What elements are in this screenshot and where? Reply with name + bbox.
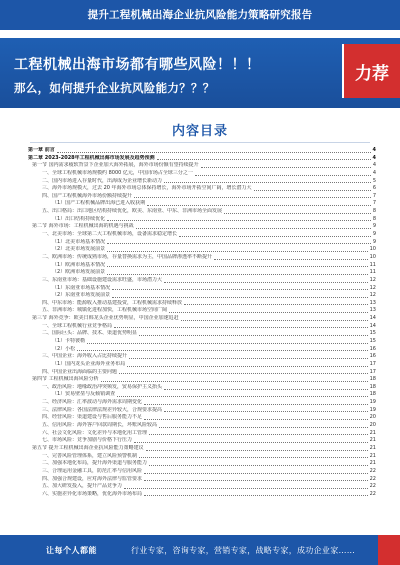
toc-entry-text: 一、政治风险：地缘政治冲突频发，贸易保护主义抬头 [42,383,163,390]
toc-entry-text: 五、信用风险：海外客户回款周期长，坏账风险较高 [42,422,158,429]
toc-entry-page: 17 [369,368,376,375]
toc-entry-page: 4 [372,147,376,153]
footer-accent [378,535,400,565]
toc-leader-dots [164,282,368,283]
toc-leader-dots [87,343,367,344]
toc-entry-text: 一、完善风险管理体系，建立风险预警机制 [42,452,138,459]
toc-leader-dots [112,297,367,298]
toc-entry-page: 19 [369,399,376,406]
toc-entry-page: 13 [369,307,376,314]
toc-leader-dots [107,243,371,244]
toc-leader-dots [149,465,368,466]
toc-entry-text: 二、国际巨头：品牌、技术、渠道优势明显 [42,330,138,337]
toc-entry-page: 5 [372,177,376,184]
toc-entry[interactable] [28,476,376,484]
toc-entry-page: 22 [369,475,376,482]
toc-entry[interactable] [28,315,376,323]
toc-leader-dots [224,213,371,214]
report-header-bar [0,0,400,30]
toc-entry-text: 六、实施差异化市场策略，优化海外市场布局 [42,490,143,497]
toc-entry-page: 7 [372,192,376,199]
toc-entry[interactable] [28,323,376,331]
toc-entry[interactable] [28,361,376,369]
toc-entry[interactable] [28,414,376,422]
toc-entry-text: 五、非洲市场：城镇化进程加快，工程机械市场空间广阔 [42,307,168,314]
toc-entry[interactable] [28,254,376,262]
toc-leader-dots [169,312,368,313]
toc-entry-text: 第二章 2023-2028年工程机械出海市场发展及趋势预测 [28,154,155,161]
toc-entry[interactable] [28,353,376,361]
toc-entry-page: 22 [369,483,376,490]
toc-entry-page: 10 [369,246,376,253]
toc-entry-page: 13 [369,299,376,306]
toc-leader-dots [159,427,368,428]
toc-entry-text: （2）东南亚市场发展前景 [52,292,111,299]
toc-entry-page: 21 [369,444,376,451]
toc-entry-text: 四、国产工程机械海外市场份额持续提升 [42,192,133,199]
toc-entry-text: 一、全球工程机械行业竞争格局 [42,322,113,329]
toc-entry-text: 一、全球工程机械市场规模约 8000 亿元，中国市场占全球三分之一 [42,169,193,176]
toc-leader-dots [139,335,368,336]
toc-entry[interactable] [28,223,376,231]
toc-entry-text: 六、社会文化风险：文化差异与本地化用工管理 [42,429,148,436]
toc-entry-text: 第一章 前言 [28,147,55,153]
toc-entry-text: 四、经营风险：渠道建设与售后服务能力不足 [42,414,143,421]
toc-leader-dots [164,411,368,412]
toc-entry[interactable] [28,285,376,293]
toc-entry-page: 21 [369,437,376,444]
toc-entry[interactable] [28,292,376,300]
toc-entry-page: 22 [369,467,376,474]
toc-entry[interactable] [28,178,376,186]
toc-entry-text: 第一节 国内需求疲软背景下企业加大海外拓展，海外市场份额有望持续提升 [32,162,199,169]
toc-entry-text: （1）欧洲市场基本情况 [52,261,106,268]
toc-entry[interactable] [28,491,376,499]
toc-entry-page: 14 [369,322,376,329]
toc-entry[interactable] [28,200,376,208]
toc-entry-page: 6 [372,185,376,192]
toc-entry-page: 4 [372,154,376,161]
toc-leader-dots [112,289,367,290]
toc-entry[interactable] [28,338,376,346]
toc-entry[interactable] [28,307,376,315]
toc-entry[interactable] [28,330,376,338]
toc-entry-page: 18 [369,383,376,390]
toc-entry-page: 12 [369,284,376,291]
toc-entry[interactable] [28,369,376,377]
toc-entry-text: 三、合理运用金融工具，防范汇率与信用风险 [42,467,143,474]
toc-leader-dots [179,236,371,237]
toc-leader-dots [157,159,371,160]
toc-entry-page: 17 [369,360,376,367]
toc-entry[interactable] [28,453,376,461]
toc-leader-dots [119,373,368,374]
toc-entry-text: 四、加强合规建设，应对海外法律与监管要求 [42,475,143,482]
toc-leader-dots [139,457,368,458]
toc-leader-dots [144,473,368,474]
toc-entry[interactable] [28,376,376,384]
toc-leader-dots [107,274,367,275]
toc-entry-page: 9 [372,231,376,238]
toc-entry[interactable] [28,262,376,270]
toc-leader-dots [147,205,371,206]
toc-entry-text: 四、中东市场：能源收入推动基建投资，工程机械需求持续释放 [42,299,183,306]
footer-expert-list: 行业专家，咨询专家，营销专家，战略专家，成功企业家…… [131,545,356,555]
toc-leader-dots [144,419,368,420]
toc-leader-dots [134,442,368,443]
toc-entry-text: （1）国内龙头企业海外业务布局 [52,360,126,367]
toc-entry-page: 7 [372,200,376,207]
toc-entry-text: 第五节 提升工程机械出海企业抗风险能力策略建议 [32,444,144,451]
toc-entry-text: 三、海外市场规模大，过去 20 年海外市场总体保持增长，海外市场开拓空间广阔，增长潜力大 [42,185,252,192]
toc-entry-text: 二、国内市场进入存量时代，出海成为企业增长新动力 [42,177,163,184]
toc-entry-text: 第三节 海外竞争：欧美日韩龙头企业优势明显，中国企业加速追赶 [32,315,179,322]
toc-entry[interactable] [28,346,376,354]
toc-entry-text: 三、中国企业：海外收入占比持续提升 [42,353,128,360]
toc-entry-page: 18 [369,376,376,383]
toc-entry[interactable] [28,231,376,239]
toc-entry[interactable] [28,384,376,392]
toc-leader-dots [134,197,371,198]
toc-entry-page: 4 [372,162,376,169]
toc-leader-dots [124,488,368,489]
table-of-contents [28,147,376,503]
toc-entry[interactable] [28,392,376,400]
toc-entry[interactable] [28,430,376,438]
toc-leader-dots [117,396,367,397]
toc-entry[interactable] [28,185,376,193]
toc-entry-text: 二、欧洲市场：传统成熟市场，存量替换需求为主，中国品牌渗透率不断提升 [42,253,213,260]
toc-leader-dots [77,350,367,351]
toc-entry-text: （2）小松 [52,345,76,352]
toc-entry[interactable] [28,239,376,247]
toc-leader-dots [164,389,368,390]
toc-entry-text: 一、北美市场：全球第二大工程机械市场，设备需求稳定增长 [42,231,178,238]
toc-leader-dots [57,152,371,153]
toc-entry-page: 15 [369,330,376,337]
toc-entry[interactable] [28,277,376,285]
toc-entry[interactable] [28,216,376,224]
toc-entry[interactable] [28,483,376,491]
toc-entry-page: 21 [369,460,376,467]
toc-entry-text: 五、出口格局：出口地区结构持续优化，欧美、东南亚、中东、非洲市场全面发展 [42,208,223,215]
toc-entry-page: 22 [369,490,376,497]
toc-entry-text: 四、中国企业出海面临的主要问题 [42,368,118,375]
toc-entry-text: （1）出口结构持续优化 [52,215,106,222]
toc-entry[interactable] [28,407,376,415]
toc-entry-page: 19 [369,406,376,413]
report-title: 提升工程机械出海企业抗风险能力策略研究报告 [87,9,313,21]
toc-entry[interactable] [28,437,376,445]
toc-entry-page: 9 [372,238,376,245]
toc-entry[interactable] [28,445,376,453]
toc-leader-dots [214,259,368,260]
toc-entry-text: （1）国产工程机械品牌出海已进入收获期 [52,200,146,207]
recommend-badge: 力荐 [342,44,400,98]
toc-leader-dots [164,182,371,183]
toc-entry-text: 第四节 工程机械出海风险分析 [32,376,99,383]
toc-entry[interactable] [28,460,376,468]
toc-entry-page: 8 [372,215,376,222]
toc-entry[interactable] [28,193,376,201]
toc-entry-text: 五、加大研发投入，提升产品竞争力 [42,483,123,490]
toc-leader-dots [146,450,368,451]
toc-entry[interactable] [28,208,376,216]
toc-entry-page: 20 [369,422,376,429]
toc-leader-dots [129,358,368,359]
toc-divider [30,142,370,143]
toc-entry[interactable] [28,399,376,407]
toc-entry-page: 20 [369,414,376,421]
toc-entry-text: 三、东南亚市场：基础设施建设需求旺盛，市场潜力大 [42,276,163,283]
toc-entry-text: （1）东南亚市场基本情况 [52,284,111,291]
toc-entry-page: 12 [369,292,376,299]
toc-entry-text: 二、经济风险：汇率波动与海外需求周期变化 [42,399,143,406]
banner-subheadline: 那么，如何提升企业抗风险能力？？？ [14,81,215,95]
toc-entry-page: 16 [369,345,376,352]
toc-entry-page: 11 [369,269,376,276]
toc-entry-text: 三、法律风险：各国法律法规差异较大，合规要求提高 [42,406,163,413]
toc-entry[interactable] [28,170,376,178]
toc-entry[interactable] [28,162,376,170]
toc-entry-page: 4 [372,169,376,176]
toc-entry-text: 七、市场风险：竞争加剧与价格下行压力 [42,437,133,444]
toc-entry-page: 11 [369,261,376,268]
toc-entry-text: （1）卡特彼勒 [52,338,86,344]
toc-leader-dots [114,327,368,328]
toc-entry[interactable] [28,300,376,308]
banner [0,38,400,108]
toc-leader-dots [107,266,367,267]
toc-entry-page: 21 [369,452,376,459]
toc-entry-page: 21 [369,429,376,436]
toc-entry-page: 18 [369,391,376,398]
toc-entry-text: 二、加强本地化布局，提升海外渠道与服务能力 [42,460,148,467]
toc-leader-dots [254,190,371,191]
toc-leader-dots [136,228,371,229]
toc-entry-page: 15 [369,338,376,344]
banner-headline: 工程机械出海市场都有哪些风险！！！ [14,57,261,73]
toc-leader-dots [195,175,371,176]
toc-entry-page: 9 [372,223,376,230]
toc-leader-dots [127,366,367,367]
toc-entry-text: （1）贸易壁垒与反倾销调查 [52,391,116,398]
toc-leader-dots [201,167,371,168]
toc-entry-text: （1）北美市场基本情况 [52,238,106,245]
toc-leader-dots [107,220,371,221]
toc-entry-page: 14 [369,315,376,322]
toc-leader-dots [144,495,368,496]
toc-entry[interactable] [28,269,376,277]
toc-leader-dots [107,251,367,252]
toc-leader-dots [184,304,368,305]
toc-entry-page: 8 [372,208,376,215]
footer-bar [0,535,400,565]
toc-leader-dots [101,381,368,382]
toc-leader-dots [144,404,368,405]
toc-entry[interactable] [28,147,376,155]
toc-entry-text: （2）欧洲市场发展前景 [52,269,106,276]
toc-entry[interactable] [28,155,376,163]
toc-leader-dots [149,434,368,435]
toc-entry-page: 16 [369,353,376,360]
toc-entry-page: 10 [369,253,376,260]
toc-entry-page: 12 [369,276,376,283]
toc-entry-text: 第二节 海外市场：工程机械出海的机遇与挑战 [32,223,134,230]
toc-entry[interactable] [28,468,376,476]
toc-entry[interactable] [28,422,376,430]
toc-leader-dots [181,320,368,321]
toc-leader-dots [144,480,368,481]
footer-slogan: 让每个人都能 [46,545,97,555]
toc-title: 内容目录 [171,124,228,139]
toc-entry[interactable] [28,246,376,254]
toc-entry-text: （2）北美市场发展前景 [52,246,106,253]
